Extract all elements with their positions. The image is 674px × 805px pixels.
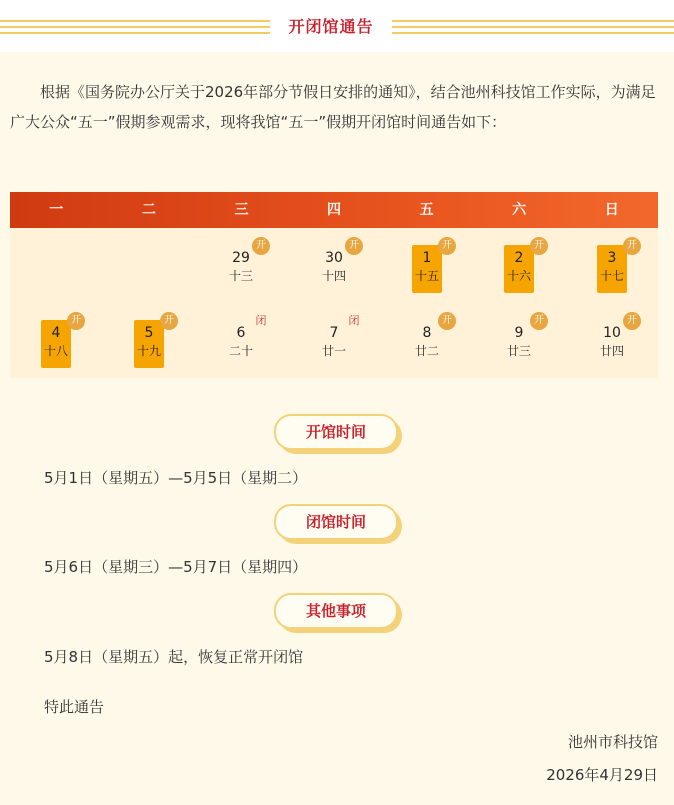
lunar-date: 十三 bbox=[228, 269, 253, 283]
calendar-day-2 bbox=[504, 240, 544, 293]
closed-badge: 闭 bbox=[348, 314, 360, 327]
day-number: 2 bbox=[514, 250, 524, 266]
title-decor-line bbox=[0, 32, 270, 34]
section-pill-open bbox=[274, 414, 398, 450]
weekday-label: 三 bbox=[234, 202, 249, 218]
open-badge: 开 bbox=[438, 312, 456, 330]
section-pill-other bbox=[274, 593, 398, 629]
lunar-date: 廿一 bbox=[321, 344, 346, 358]
lunar-date: 十九 bbox=[136, 344, 161, 358]
title-decor-line bbox=[0, 26, 270, 28]
calendar-day-8 bbox=[412, 315, 452, 368]
open-badge: 开 bbox=[530, 312, 548, 330]
weekday-label: 一 bbox=[49, 202, 64, 218]
calendar-day-29 bbox=[226, 240, 266, 293]
weekday-label: 五 bbox=[419, 202, 434, 218]
weekday-label: 四 bbox=[327, 202, 342, 218]
signature-org: 池州市科技馆 bbox=[567, 733, 658, 751]
section-title-other: 其他事项 bbox=[274, 593, 398, 629]
lunar-date: 十六 bbox=[506, 269, 531, 283]
calendar-weekday-header bbox=[10, 192, 658, 228]
day-number: 1 bbox=[422, 250, 432, 266]
weekday-label: 日 bbox=[604, 202, 619, 218]
open-badge: 开 bbox=[67, 312, 85, 330]
title-bar bbox=[0, 0, 674, 52]
lunar-date: 十七 bbox=[599, 269, 624, 283]
lunar-date: 十五 bbox=[414, 269, 439, 283]
open-period-text: 5月1日（星期五）—5月5日（星期二） bbox=[44, 469, 308, 487]
intro-paragraph: 根据《国务院办公厅关于2026年部分节假日安排的通知》，结合池州科技馆工作实际，为满足广大公众“五一”假期参观需求，现将我馆“五一”假期开闭馆时间通告如下： bbox=[10, 83, 656, 131]
day-number: 6 bbox=[236, 325, 246, 341]
lunar-date: 廿三 bbox=[506, 344, 531, 358]
lunar-date: 十八 bbox=[43, 344, 68, 358]
day-number: 7 bbox=[329, 325, 339, 341]
lunar-date: 廿二 bbox=[414, 344, 439, 358]
open-badge: 开 bbox=[623, 312, 641, 330]
open-badge: 开 bbox=[623, 237, 641, 255]
title-decor-line bbox=[392, 32, 674, 34]
calendar-day-30 bbox=[319, 240, 359, 293]
open-badge: 开 bbox=[345, 237, 363, 255]
open-badge: 开 bbox=[530, 237, 548, 255]
calendar-day-6 bbox=[226, 314, 267, 368]
other-matters-text: 5月8日（星期五）起，恢复正常开闭馆 bbox=[44, 648, 304, 666]
day-number: 3 bbox=[607, 250, 617, 266]
section-title-open: 开馆时间 bbox=[274, 414, 398, 450]
signature-date: 2026年4月29日 bbox=[546, 766, 658, 784]
closed-badge: 闭 bbox=[255, 314, 267, 327]
lunar-date: 二十 bbox=[228, 344, 253, 358]
calendar-grid bbox=[10, 228, 658, 378]
calendar-day-3 bbox=[597, 240, 637, 293]
calendar-day-4 bbox=[41, 315, 81, 368]
title-decor-line bbox=[0, 20, 270, 22]
open-badge: 开 bbox=[160, 312, 178, 330]
calendar-day-7 bbox=[319, 314, 360, 368]
day-number: 30 bbox=[325, 250, 343, 266]
weekday-label: 六 bbox=[512, 202, 527, 218]
weekday-label: 二 bbox=[141, 202, 156, 218]
day-number: 8 bbox=[422, 325, 432, 341]
section-title-closed: 闭馆时间 bbox=[274, 504, 398, 540]
closing-text: 特此通告 bbox=[44, 698, 105, 716]
day-number: 10 bbox=[603, 325, 621, 341]
page-title: 开闭馆通告 bbox=[288, 17, 374, 36]
day-number: 4 bbox=[51, 325, 61, 341]
day-number: 29 bbox=[232, 250, 250, 266]
title-decor-line bbox=[392, 26, 674, 28]
calendar-day-1 bbox=[412, 240, 452, 293]
lunar-date: 廿四 bbox=[599, 344, 624, 358]
closed-period-text: 5月6日（星期三）—5月7日（星期四） bbox=[44, 558, 308, 576]
title-decor-line bbox=[392, 20, 674, 22]
open-badge: 开 bbox=[438, 237, 456, 255]
calendar-day-10 bbox=[597, 315, 637, 368]
day-number: 5 bbox=[144, 325, 154, 341]
lunar-date: 十四 bbox=[321, 269, 346, 283]
calendar-day-5 bbox=[134, 315, 174, 368]
section-pill-closed bbox=[274, 504, 398, 540]
open-badge: 开 bbox=[252, 237, 270, 255]
day-number: 9 bbox=[514, 325, 524, 341]
calendar-day-9 bbox=[504, 315, 544, 368]
